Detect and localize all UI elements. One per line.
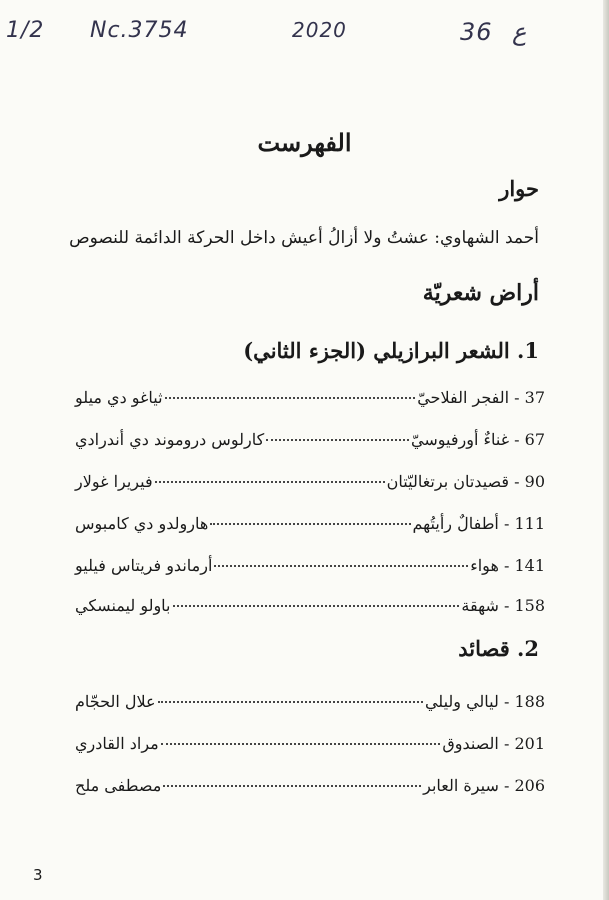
toc-leader-dots bbox=[158, 701, 423, 703]
toc-entry-author: باولو ليمنسكي bbox=[75, 596, 171, 615]
toc-row bbox=[75, 472, 545, 496]
section-heading-poetic-lands: أراض شعريّة bbox=[422, 280, 539, 306]
toc-entry-author: مصطفى ملح bbox=[75, 776, 162, 795]
toc-entry-author: هارولدو دي كامبوس bbox=[75, 514, 209, 533]
toc-leader-dots bbox=[266, 439, 409, 441]
interview-entry: أحمد الشهاوي: عشتُ ولا أزالُ أعيش داخل الحركة الدائمة للنصوص bbox=[69, 228, 539, 248]
page-title: الفهرست bbox=[257, 128, 352, 157]
toc-leader-dots bbox=[214, 565, 468, 567]
toc-entry-author: علال الحجّام bbox=[75, 692, 156, 711]
toc-entry-title: 37 - الفجر الفلاحيّ bbox=[417, 388, 545, 407]
page-number: 3 bbox=[33, 866, 43, 884]
toc-leader-dots bbox=[155, 481, 385, 483]
section-heading-interview: حوار bbox=[499, 176, 539, 201]
toc-entry-title: 188 - ليالي وليلي bbox=[424, 692, 545, 711]
toc-entry-title: 111 - أطفالٌ رأيتُهم bbox=[412, 514, 545, 533]
toc-entry-title: 141 - هواء bbox=[470, 556, 545, 575]
toc-leader-dots bbox=[173, 605, 460, 607]
handwritten-issue-number: 36 bbox=[460, 18, 493, 46]
toc-row bbox=[75, 556, 545, 580]
toc-entry-title: 201 - الصندوق bbox=[442, 734, 545, 753]
handwritten-call-number: Nc.3754 bbox=[90, 18, 189, 43]
toc-leader-dots bbox=[161, 743, 441, 745]
toc-entry-author: ثياغو دي ميلو bbox=[75, 388, 163, 407]
subsection-heading-brazilian-poetry: 1. الشعر البرازيلي (الجزء الثاني) bbox=[243, 338, 539, 363]
toc-entry-author: فيريرا غولار bbox=[75, 472, 153, 491]
handwritten-letter: ع bbox=[512, 18, 527, 46]
toc-row bbox=[75, 388, 545, 412]
toc-leader-dots bbox=[163, 785, 421, 787]
toc-leader-dots bbox=[165, 397, 416, 399]
toc-entry-title: 158 - شهقة bbox=[461, 596, 545, 615]
toc-row bbox=[75, 596, 545, 620]
toc-entry-author: أرماندو فريتاس فيليو bbox=[75, 556, 213, 575]
toc-leader-dots bbox=[210, 523, 410, 525]
toc-entry-author: مراد القادري bbox=[75, 734, 159, 753]
subsection-heading-poems: 2. قصائد bbox=[458, 636, 539, 661]
toc-entry-title: 206 - سيرة العابر bbox=[423, 776, 545, 795]
handwritten-reference: 1/2 bbox=[6, 18, 45, 43]
toc-row bbox=[75, 692, 545, 716]
toc-entry-title: 90 - قصيدتان برتغاليّتان bbox=[386, 472, 545, 491]
toc-row bbox=[75, 734, 545, 758]
toc-row bbox=[75, 514, 545, 538]
toc-entry-author: كارلوس دروموند دي أندرادي bbox=[75, 430, 265, 449]
toc-entry-title: 67 - غناءٌ أورفيوسيّ bbox=[411, 430, 545, 449]
toc-row bbox=[75, 776, 545, 800]
handwritten-year: 2020 bbox=[292, 18, 347, 42]
toc-row bbox=[75, 430, 545, 454]
